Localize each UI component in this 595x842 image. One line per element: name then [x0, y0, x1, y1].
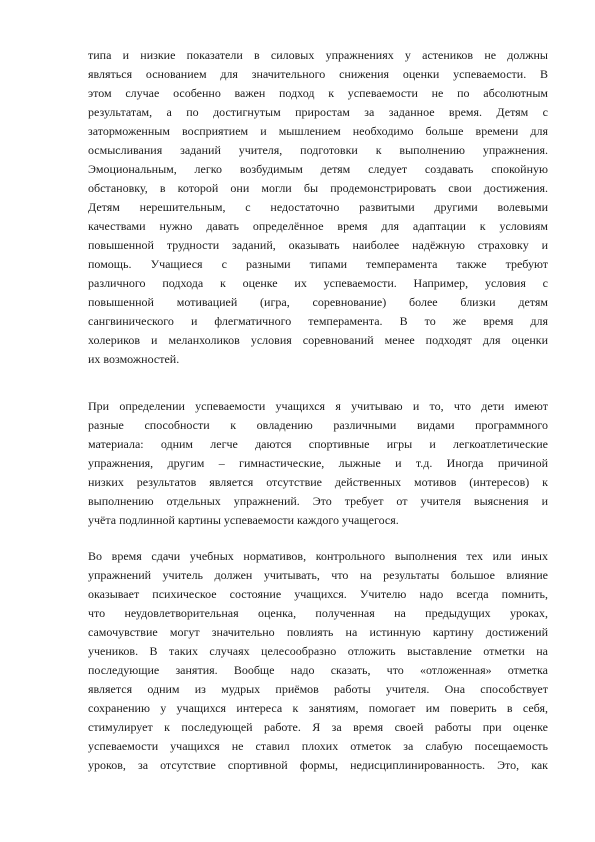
text-line: самочувствие могут значительно повлиять на истинную картину достижений: [88, 625, 548, 639]
text-line: холериков и меланхоликов условия соревнований менее подходят для оценки: [88, 333, 548, 347]
text-line: упражнений учитель должен учитывать, что на результаты большое влияние: [88, 568, 548, 582]
text-line: сангвинического и флегматичного темперамента. В то же время для: [88, 314, 548, 328]
paragraph-norms: [88, 547, 548, 775]
text-line: последующие занятия. Вообще надо сказать, что «отложенная» отметка: [88, 663, 548, 677]
text-line: учеников. В таких случаях целесообразно отложить выставление отметки на: [88, 644, 548, 658]
text-line-last: их возможностей.: [88, 352, 180, 366]
text-line: является одним из мудрых приёмов работы учителя. Она способствует: [88, 682, 548, 696]
paragraph-abilities: [88, 397, 548, 530]
text-line: помощь. Учащиеся с разными типами темперамента также требуют: [88, 257, 548, 271]
text-line-last: учёта подлинной картины успеваемости каждого учащегося.: [88, 513, 399, 527]
text-line: стимулирует к последующей работе. Я за время своей работы при оценке: [88, 720, 548, 734]
text-line: упражнения, другим – гимнастические, лыжные и т.д. Иногда причиной: [88, 456, 548, 470]
text-line: осмысливания заданий учителя, подготовки к выполнению упражнения.: [88, 143, 548, 157]
text-line: уроков, за отсутствие спортивной формы, недисциплинированность. Это, как: [88, 758, 548, 772]
text-line: разные способности к овладению различными видами программного: [88, 418, 548, 432]
text-line: качествами нужно давать определённое время для адаптации к условиям: [88, 219, 548, 233]
text-line: Во время сдачи учебных нормативов, контрольного выполнения тех или иных: [88, 549, 548, 563]
text-line: успеваемости учащихся не ставил плохих отметок за слабую посещаемость: [88, 739, 548, 753]
text-line: низких результатов является отсутствие действенных мотивов (интересов) к: [88, 475, 548, 489]
text-line: При определении успеваемости учащихся я учитываю и то, что дети имеют: [88, 399, 548, 413]
text-line: сохранению у учащихся интереса к занятиям, помогает им поверить в себя,: [88, 701, 548, 715]
text-line: Эмоциональным, легко возбудимым детям следует создавать спокойную: [88, 162, 548, 176]
text-line: обстановку, в которой они могли бы продемонстрировать свои достижения.: [88, 181, 548, 195]
text-line: этом случае особенно важен подход к успеваемости не по абсолютным: [88, 86, 548, 100]
text-line: что неудовлетворительная оценка, полученная на предыдущих уроках,: [88, 606, 548, 620]
text-line: результатам, а по достигнутым приростам за заданное время. Детям с: [88, 105, 548, 119]
text-line: типа и низкие показатели в силовых упражнениях у астеников не должны: [88, 48, 548, 62]
text-line: заторможенным восприятием и мышлением необходимо больше времени для: [88, 124, 548, 138]
text-line: оказывает психическое состояние учащихся. Учителю надо всегда помнить,: [88, 587, 548, 601]
text-line: материала: одним легче даются спортивные игры и легкоатлетические: [88, 437, 548, 451]
text-line: Детям нерешительным, с недостаточно развитыми другими волевыми: [88, 200, 548, 214]
text-line: различного подхода к оценке их успеваемости. Например, условия с: [88, 276, 548, 290]
paragraph-temperament: [88, 46, 548, 369]
text-line: выполнению отдельных упражнений. Это требует от учителя выяснения и: [88, 494, 548, 508]
text-line: повышенной трудности заданий, оказывать наиболее надёжную страховку и: [88, 238, 548, 252]
text-line: повышенной мотивацией (игра, соревнование) более близки детям: [88, 295, 548, 309]
text-line: являться основанием для значительного снижения оценки успеваемости. В: [88, 67, 548, 81]
